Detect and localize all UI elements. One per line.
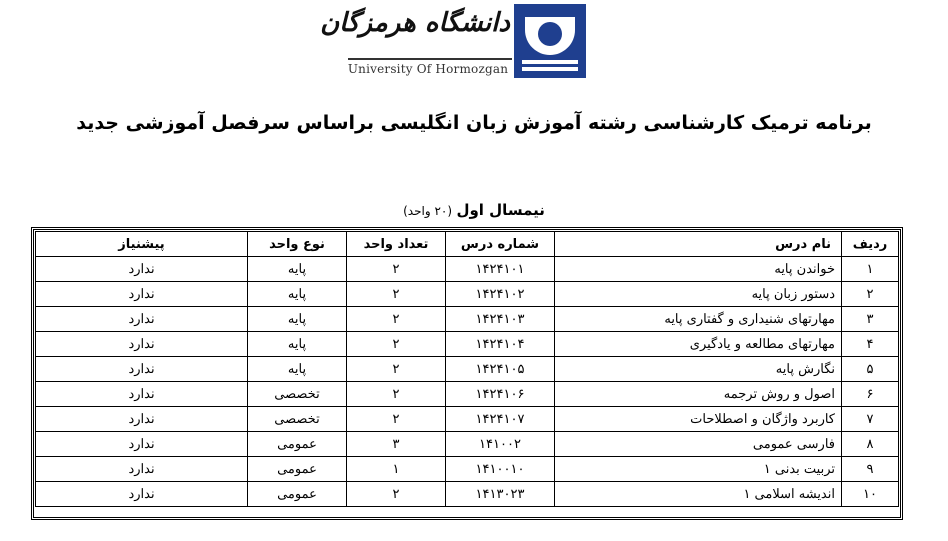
- cell-unit-type: عمومی: [248, 457, 347, 482]
- header-row-number: ردیف: [842, 232, 899, 257]
- cell-row-number: ۷: [842, 407, 899, 432]
- cell-row-number: ۸: [842, 432, 899, 457]
- header-prerequisite: پیشنیاز: [36, 232, 248, 257]
- cell-row-number: ۵: [842, 357, 899, 382]
- cell-course-code: ۱۴۲۴۱۰۴: [446, 332, 555, 357]
- cell-prerequisite: ندارد: [36, 482, 248, 507]
- cell-row-number: ۴: [842, 332, 899, 357]
- page-title: برنامه ترمیک کارشناسی رشته آموزش زبان انگلیسی براساس سرفصل آموزشی جدید: [76, 112, 872, 134]
- logo-underline: [348, 58, 512, 60]
- semester-units: (۲۰ واحد): [403, 204, 453, 218]
- cell-unit-count: ۱: [347, 457, 446, 482]
- table-row: [36, 282, 899, 307]
- header-unit-count: تعداد واحد: [347, 232, 446, 257]
- cell-unit-type: پایه: [248, 282, 347, 307]
- table-row: [36, 407, 899, 432]
- table-row: [36, 257, 899, 282]
- cell-course-code: ۱۴۱۰۰۲: [446, 432, 555, 457]
- cell-unit-count: ۲: [347, 307, 446, 332]
- table-row: [36, 307, 899, 332]
- cell-unit-count: ۲: [347, 382, 446, 407]
- cell-prerequisite: ندارد: [36, 432, 248, 457]
- semester-label: نیمسال اول: [456, 201, 545, 219]
- cell-course-name: مهارتهای شنیداری و گفتاری پایه: [555, 307, 842, 332]
- cell-course-name: تربیت بدنی ۱: [555, 457, 842, 482]
- cell-row-number: ۹: [842, 457, 899, 482]
- cell-course-code: ۱۴۲۴۱۰۵: [446, 357, 555, 382]
- semester-heading: [250, 201, 698, 219]
- header-course-name: نام درس: [555, 232, 842, 257]
- cell-course-code: ۱۴۲۴۱۰۱: [446, 257, 555, 282]
- cell-prerequisite: ندارد: [36, 357, 248, 382]
- cell-prerequisite: ندارد: [36, 457, 248, 482]
- cell-unit-count: ۳: [347, 432, 446, 457]
- cell-course-code: ۱۴۲۴۱۰۷: [446, 407, 555, 432]
- header-unit-type: نوع واحد: [248, 232, 347, 257]
- table-row: [36, 457, 899, 482]
- cell-course-name: دستور زبان پایه: [555, 282, 842, 307]
- cell-course-code: ۱۴۲۴۱۰۶: [446, 382, 555, 407]
- university-emblem-icon: [514, 4, 586, 78]
- table-header-row: [36, 232, 899, 257]
- cell-unit-count: ۲: [347, 482, 446, 507]
- cell-course-name: نگارش پایه: [555, 357, 842, 382]
- cell-row-number: ۶: [842, 382, 899, 407]
- table-row: [36, 332, 899, 357]
- cell-course-code: ۱۴۱۳۰۲۳: [446, 482, 555, 507]
- cell-unit-count: ۲: [347, 282, 446, 307]
- cell-row-number: ۱: [842, 257, 899, 282]
- logo-english-text: University Of Hormozgan: [347, 62, 509, 76]
- cell-unit-type: تخصصی: [248, 382, 347, 407]
- cell-prerequisite: ندارد: [36, 407, 248, 432]
- cell-course-name: فارسی عمومی: [555, 432, 842, 457]
- table-row: [36, 482, 899, 507]
- cell-unit-type: پایه: [248, 257, 347, 282]
- cell-unit-count: ۲: [347, 332, 446, 357]
- cell-row-number: ۳: [842, 307, 899, 332]
- cell-course-code: ۱۴۱۰۰۱۰: [446, 457, 555, 482]
- logo-persian-text: دانشگاه هرمزگان: [320, 8, 510, 38]
- table-row: [36, 432, 899, 457]
- cell-prerequisite: ندارد: [36, 282, 248, 307]
- cell-unit-type: پایه: [248, 357, 347, 382]
- cell-unit-type: عمومی: [248, 482, 347, 507]
- cell-course-code: ۱۴۲۴۱۰۳: [446, 307, 555, 332]
- cell-unit-type: تخصصی: [248, 407, 347, 432]
- cell-unit-type: پایه: [248, 307, 347, 332]
- cell-course-code: ۱۴۲۴۱۰۲: [446, 282, 555, 307]
- cell-unit-count: ۲: [347, 357, 446, 382]
- cell-course-name: اصول و روش ترجمه: [555, 382, 842, 407]
- cell-unit-type: عمومی: [248, 432, 347, 457]
- table-row: [36, 382, 899, 407]
- header-course-code: شماره درس: [446, 232, 555, 257]
- cell-unit-count: ۲: [347, 407, 446, 432]
- course-table: [35, 231, 899, 507]
- cell-course-name: کاربرد واژگان و اصطلاحات: [555, 407, 842, 432]
- cell-prerequisite: ندارد: [36, 332, 248, 357]
- cell-unit-type: پایه: [248, 332, 347, 357]
- cell-prerequisite: ندارد: [36, 257, 248, 282]
- cell-prerequisite: ندارد: [36, 382, 248, 407]
- university-logo: [320, 2, 590, 82]
- cell-row-number: ۱۰: [842, 482, 899, 507]
- cell-unit-count: ۲: [347, 257, 446, 282]
- cell-course-name: اندیشه اسلامی ۱: [555, 482, 842, 507]
- cell-course-name: خواندن پایه: [555, 257, 842, 282]
- cell-course-name: مهارتهای مطالعه و یادگیری: [555, 332, 842, 357]
- table-row: [36, 357, 899, 382]
- cell-row-number: ۲: [842, 282, 899, 307]
- cell-prerequisite: ندارد: [36, 307, 248, 332]
